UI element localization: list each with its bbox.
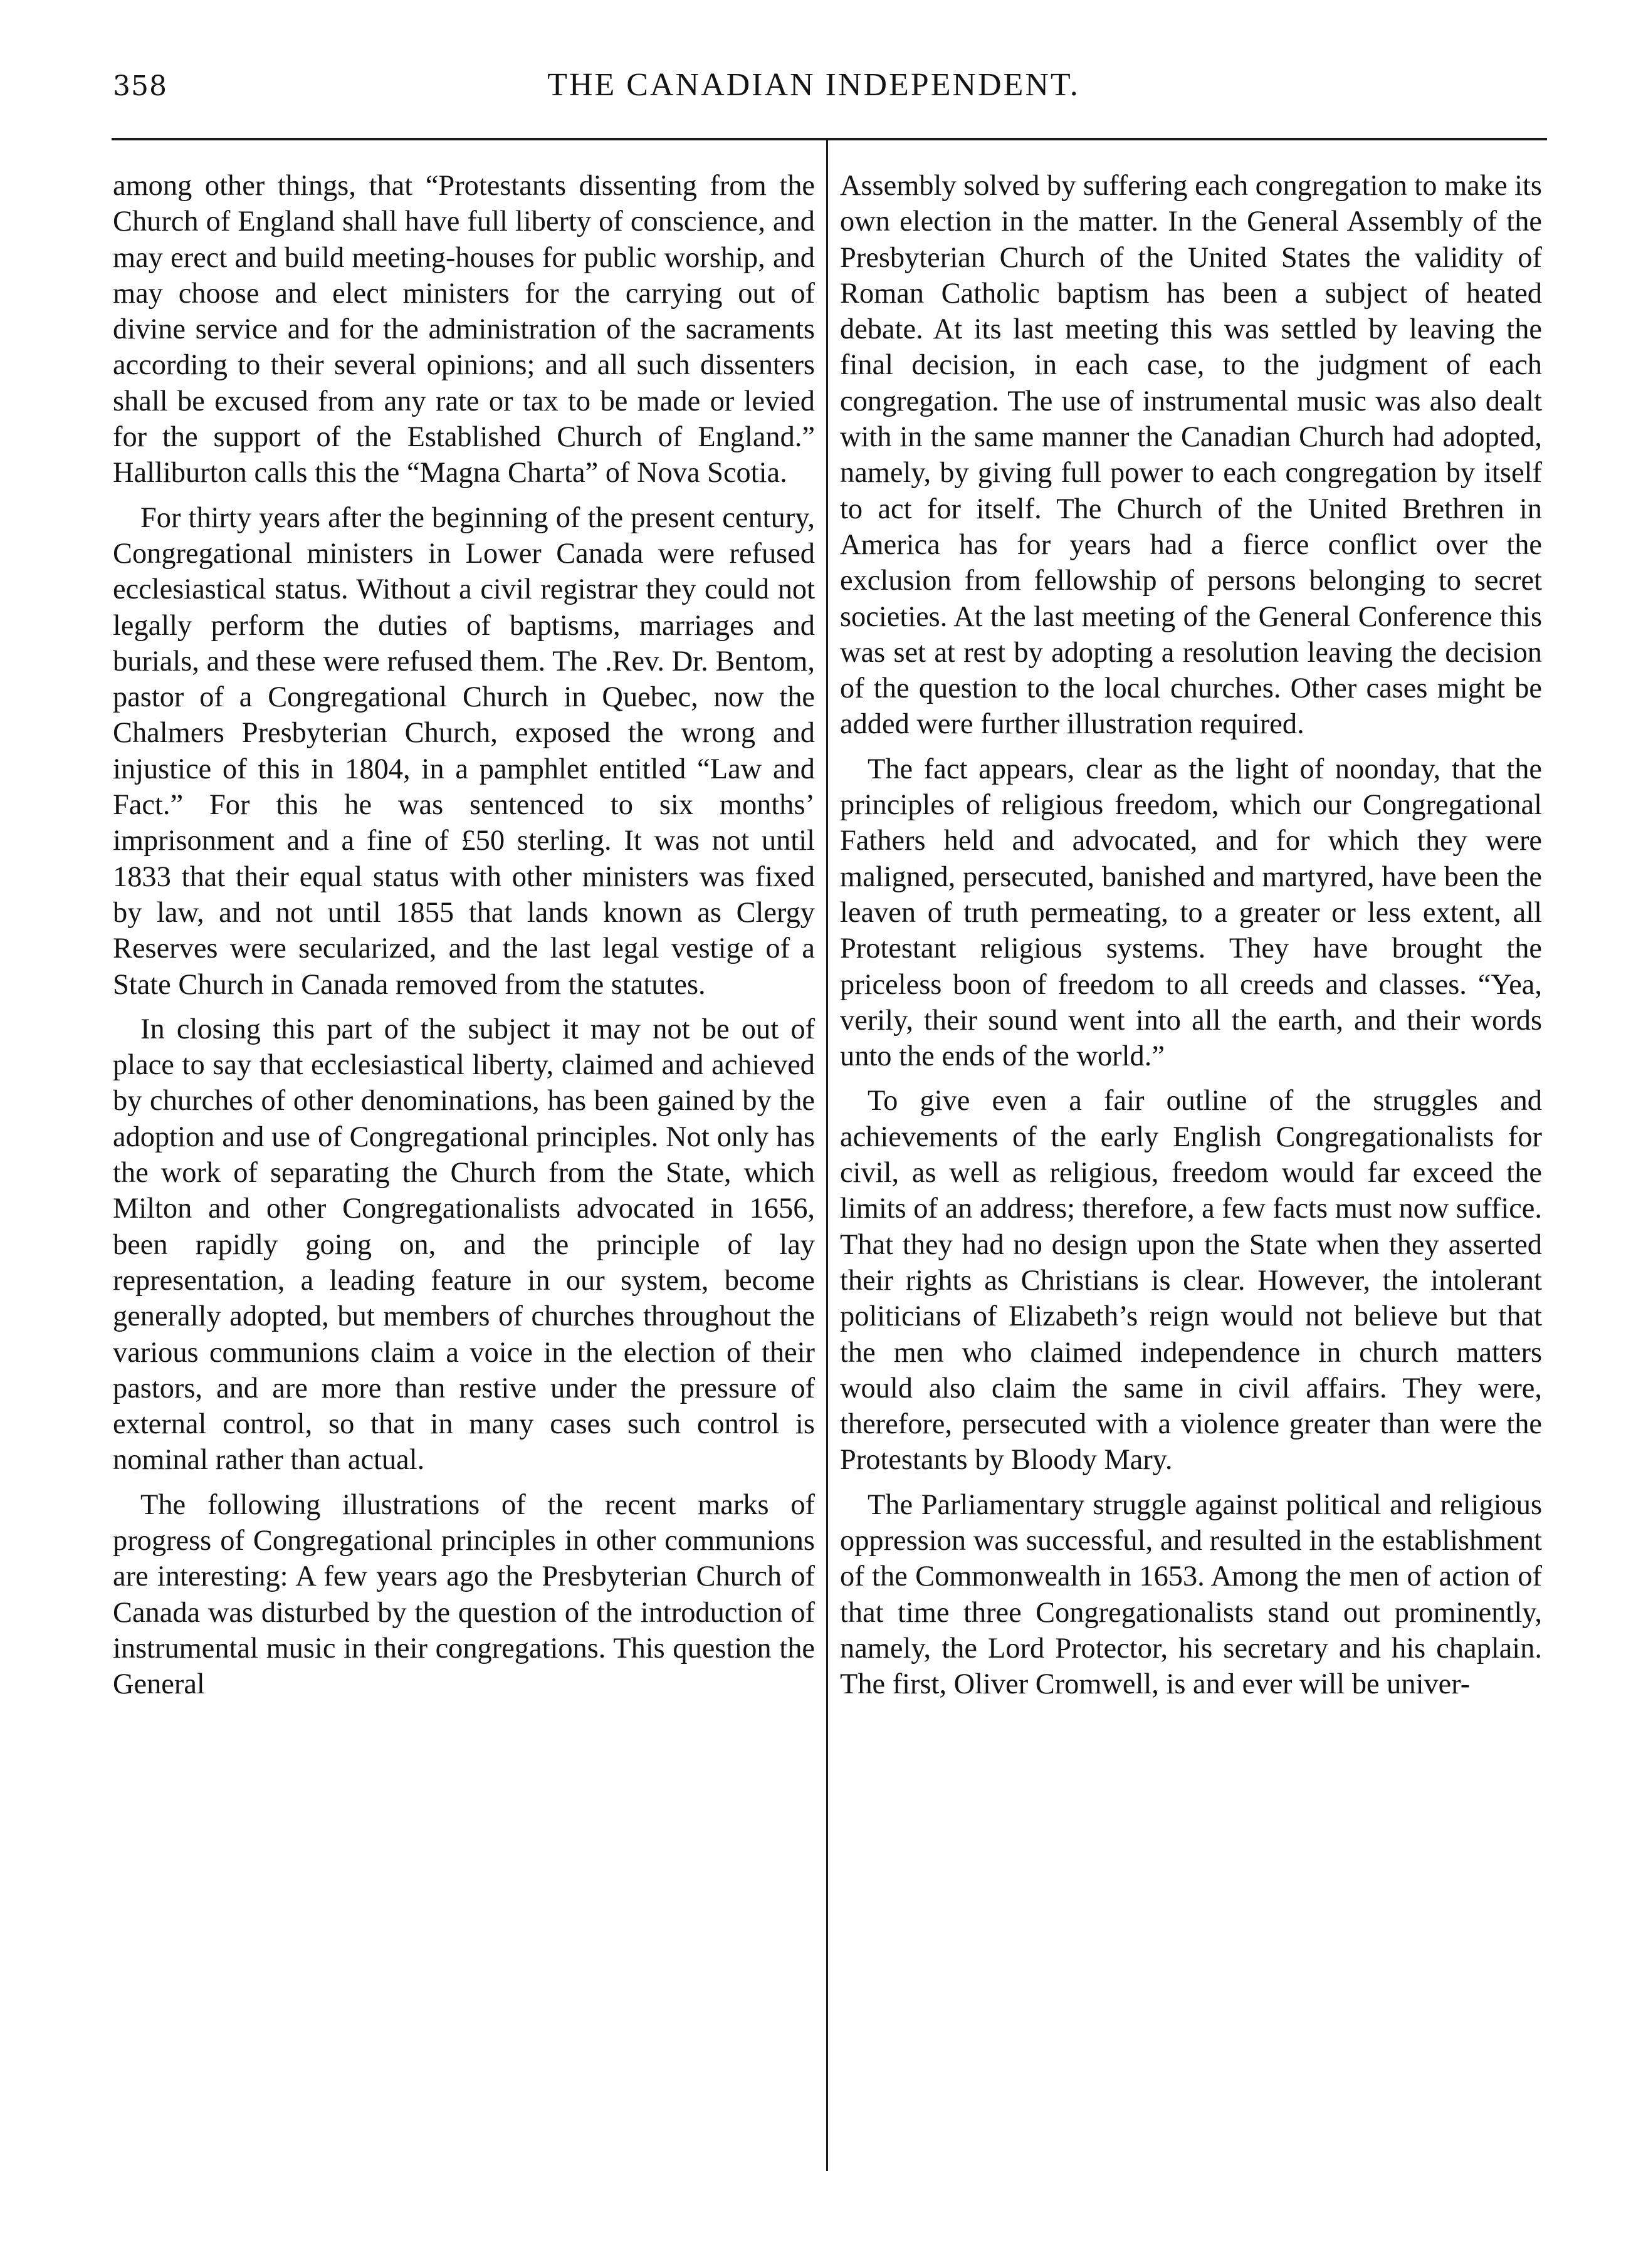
paragraph-right-1: Assembly solved by suffering each congregation to make its own election in the matter. In the General Assembly of the Presbyterian Church of the United States the validity of Roman Catholic baptism has been a subject of heated debate. At its last meeting this was settled by leaving the final decision, in each case, to the judgment of each congregation. The use of instrumental music was also dealt with in the same manner the Canadian Church had adopted, namely, by giving full power to each congregation by itself to act for itself. The Church of the United Brethren in America has for years had a fierce conflict over the exclusion from fellowship of persons belonging to secret societies. At the last meeting of the General Conference this was set at rest by adopting a resolution leaving the decision of the question to the local churches. Other cases might be added were further illustration required. bbox=[840, 170, 1542, 741]
paragraph-right-3: To give even a fair outline of the struggles and achievements of the early English Congregationalists for civil, as well as religious, freedom would far exceed the limits of an address; therefore, a few facts must now suffice. That they had no design upon the State when they asserted their rights as Christians is clear. However, the intolerant politicians of Elizabeth’s reign would not believe but that the men who claimed independence in church matters would also claim the same in civil affairs. They were, therefore, persecuted with a violence greater than were the Protestants by Bloody Mary. bbox=[840, 1085, 1542, 1476]
page-number: 358 bbox=[113, 70, 167, 102]
header-rule bbox=[112, 138, 1547, 140]
paragraph-left-2: For thirty years after the beginning of the present century, Congregational ministers in Lower Canada were refused ecclesiastical status. Without a civil registrar they could not legally perform the duties of baptisms, marriages and burials, and these were refused them. The .Rev. Dr. Bentom, pastor of a Congregational Church in Quebec, now the Chalmers Presbyterian Church, exposed the wrong and injustice of this in 1804, in a pamphlet entitled “Law and Fact.” For this he was sentenced to six months’ imprisonment and a fine of £50 sterling. It was not until 1833 that their equal status with other ministers was fixed by law, and not until 1855 that lands known as Clergy Reserves were secularized, and the last legal vestige of a State Church in Canada removed from the statutes. bbox=[113, 501, 815, 1001]
paragraph-left-3: In closing this part of the subject it may not be out of place to say that ecclesiastical liberty, claimed and achieved by churches of other denominations, has been gained by the adoption and use of Congregational principles. Not only has the work of separating the Church from the State, which Milton and other Congregationalists advocated in 1656, been rapidly going on, and the principle of lay representation, a leading feature in our system, become generally adopted, but members of churches throughout the various communions claim a voice in the election of their pastors, and are more than restive under the pressure of external control, so that in many cases such control is nominal rather than actual. bbox=[113, 1013, 815, 1476]
right-column bbox=[840, 168, 1542, 1711]
paragraph-right-2: The fact appears, clear as the light of noonday, that the principles of religious freedom, which our Congregational Fathers held and advocated, and for which they were maligned, persecuted, banished and martyred, have been the leaven of truth permeating, to a greater or less extent, all Protestant religious systems. They have brought the priceless boon of freedom to all creeds and classes. “Yea, verily, their sound went into all the earth, and their words unto the ends of the world.” bbox=[840, 753, 1542, 1073]
paragraph-left-4: The following illustrations of the recent marks of progress of Congregational principles in other communions are interesting: A few years ago the Presbyterian Church of Canada was disturbed by the question of the introduction of instrumental music in their congregations. This question the General bbox=[113, 1488, 815, 1701]
paragraph-left-1: among other things, that “Protestants dissenting from the Church of England shall have full liberty of conscience, and may erect and build meeting-houses for public worship, and may choose and elect ministers for the carrying out of divine service and for the administration of the sacraments according to their several opinions; and all such dissenters shall be excused from any rate or tax to be made or levied for the support of the Established Church of England.” Halliburton calls this the “Magna Charta” of Nova Scotia. bbox=[113, 170, 815, 489]
column-divider bbox=[826, 140, 828, 2171]
running-head-title: THE CANADIAN INDEPENDENT. bbox=[547, 67, 1080, 103]
left-column bbox=[113, 168, 815, 1711]
paragraph-right-4: The Parliamentary struggle against political and religious oppression was successful, and resulted in the establishment of the Commonwealth in 1653. Among the men of action of that time three Congregationalists stand out prominently, namely, the Lord Protector, his secretary and his chaplain. The first, Oliver Cromwell, is and ever will be univer- bbox=[840, 1488, 1542, 1701]
